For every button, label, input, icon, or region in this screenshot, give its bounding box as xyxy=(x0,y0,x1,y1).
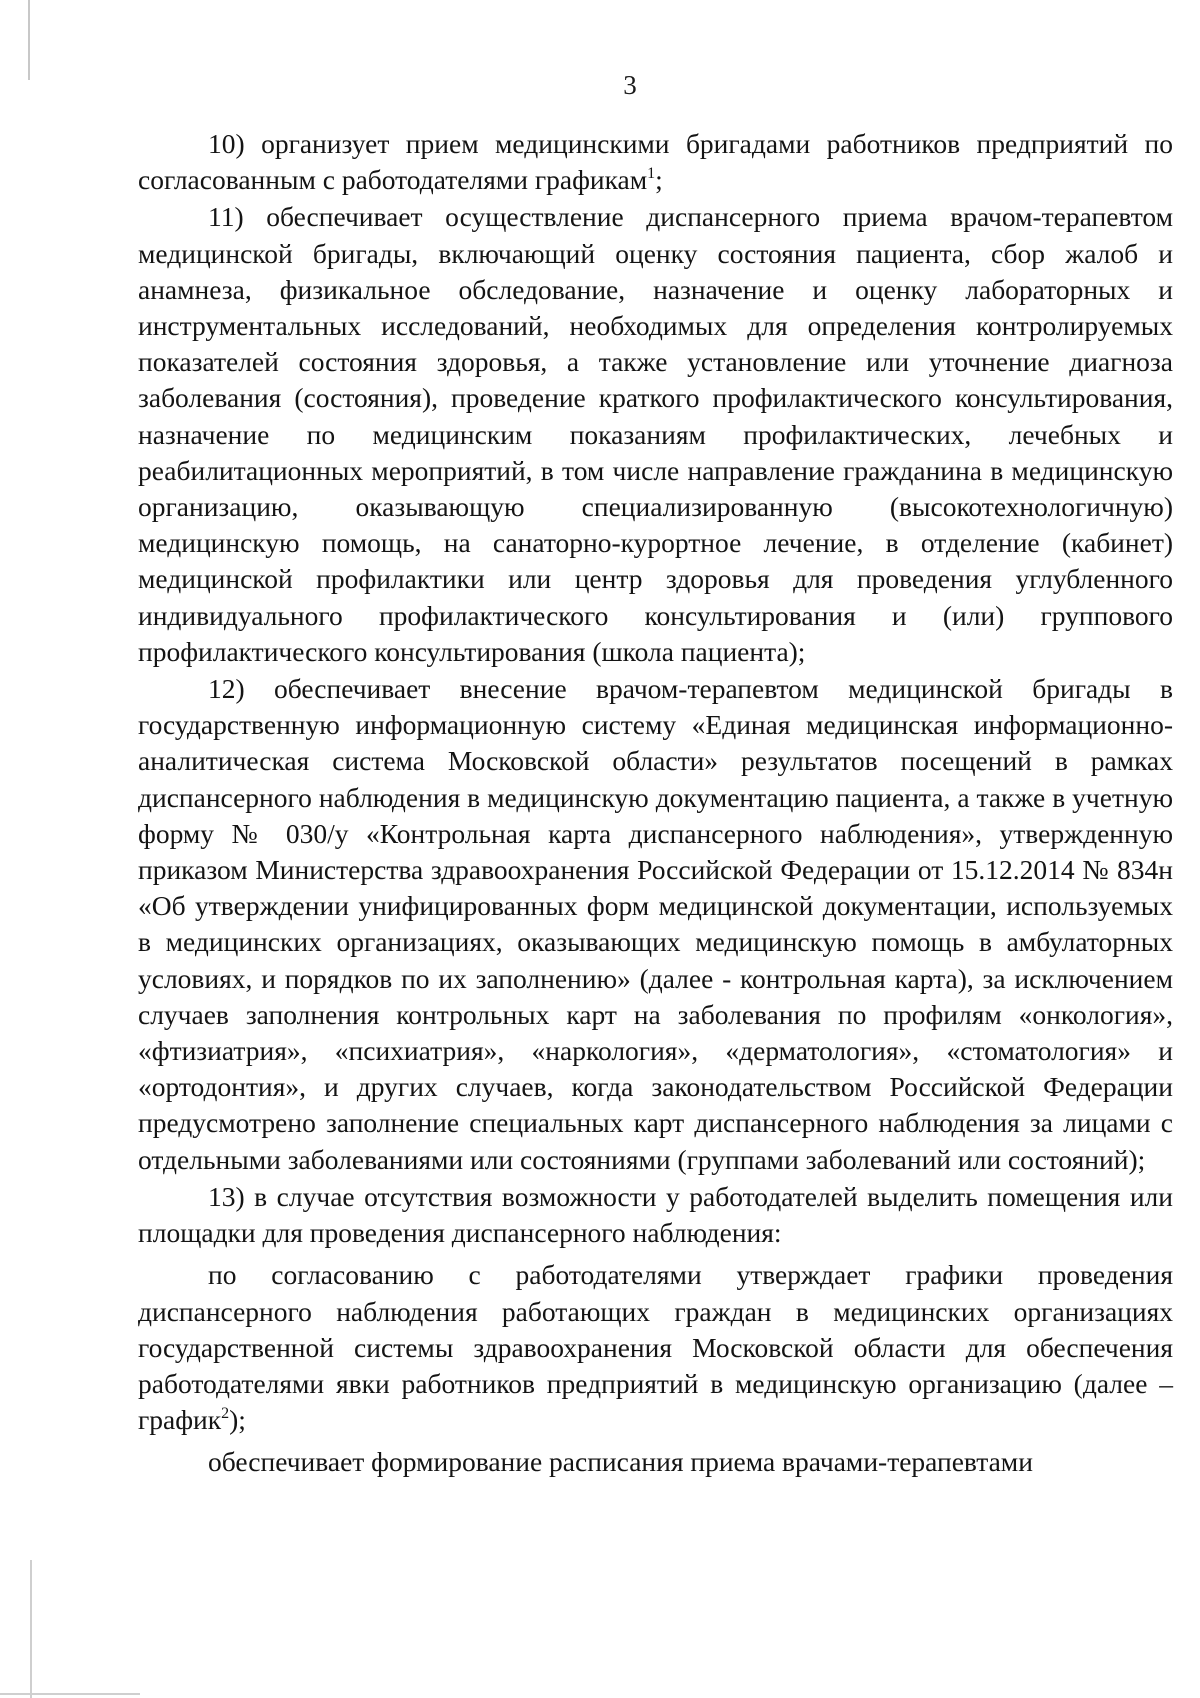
paragraph-item-11 xyxy=(138,199,1173,670)
paragraph-text: обеспечивает формирование расписания приема врачами-терапевтами xyxy=(208,1446,1033,1478)
page-number: 3 xyxy=(623,70,637,100)
paragraph-item-12 xyxy=(138,671,1173,1178)
document-body xyxy=(138,126,1173,1481)
paragraph-tail: ); xyxy=(229,1404,246,1436)
paragraph-item-10 xyxy=(138,126,1173,198)
footnote-mark: 1 xyxy=(647,165,656,183)
paragraph-tail: ; xyxy=(655,164,663,196)
paragraph-text: 11) обеспечивает осуществление диспансерного приема врачом-терапевтом медицинской бригады, включающий оценку состояния пациента, сбор жалоб и анамнеза, физикальное обследование, назначение и оценку лабораторных и инструментальных исследований, необходимых для определения контролируемых показателей состояния здоровья, а также установление или уточнение диагноза заболевания (состояния), проведение краткого профилактического консультирования, назначение по медицинским показаниям профилактических, лечебных и реабилитационных мероприятий, в том числе направление гражданина в медицинскую организацию, оказывающую специализированную (высокотехнологичную) медицинскую помощь, на санаторно-курортное лечение, в отделение (кабинет) медицинской профилактики или центр здоровья для проведения углубленного индивидуального профилактического консультирования и (или) группового профилактического консультирования (школа пациента); xyxy=(138,201,1173,667)
paragraph-text: 13) в случае отсутствия возможности у работодателей выделить помещения или площадки для проведения диспансерного наблюдения: xyxy=(138,1180,1173,1249)
paragraph-schedule-agreement xyxy=(138,1257,1173,1438)
scan-edge-top xyxy=(28,0,30,80)
footnote-mark: 2 xyxy=(221,1405,230,1423)
paragraph-text: 12) обеспечивает внесение врачом-терапевтом медицинской бригады в государственную информационную систему «Единая медицинская информационно-аналитическая система Московской области» результатов посещений в рамках диспансерного наблюдения в медицинскую документацию пациента, а также в учетную форму № 030/у «Контрольная карта диспансерного наблюдения», утвержденную приказом Министерства здравоохранения Российской Федерации от 15.12.2014 № 834н «Об утверждении унифицированных форм медицинской документации, используемых в медицинских организациях, оказывающих медицинскую помощь в амбулаторных условиях, и порядков по их заполнению» (далее - контрольная карта), за исключением случаев заполнения контрольных карт на заболевания по профилям «онкология», «фтизиатрия», «психиатрия», «наркология», «дерматология», «стоматология» и «ортодонтия», и других случаев, когда законодательством Российской Федерации предусмотрено заполнение специальных карт диспансерного наблюдения за лицами с отдельными заболеваниями или состояниями (группами заболеваний или состояний); xyxy=(138,673,1173,1175)
scan-edge-left xyxy=(30,1560,32,1698)
scan-edge-bottom xyxy=(0,1693,140,1695)
paragraph-schedule-forming xyxy=(138,1444,1173,1480)
paragraph-item-13 xyxy=(138,1179,1173,1251)
paragraph-text: 10) организует прием медицинскими бригадами работников предприятий по согласованным с работодателями графикам xyxy=(138,128,1173,196)
paragraph-text: по согласованию с работодателями утверждает графики проведения диспансерного наблюдения работающих граждан в медицинских организациях государственной системы здравоохранения Московской области для обеспечения работодателями явки работников предприятий в медицинскую организацию (далее – график xyxy=(138,1259,1173,1436)
